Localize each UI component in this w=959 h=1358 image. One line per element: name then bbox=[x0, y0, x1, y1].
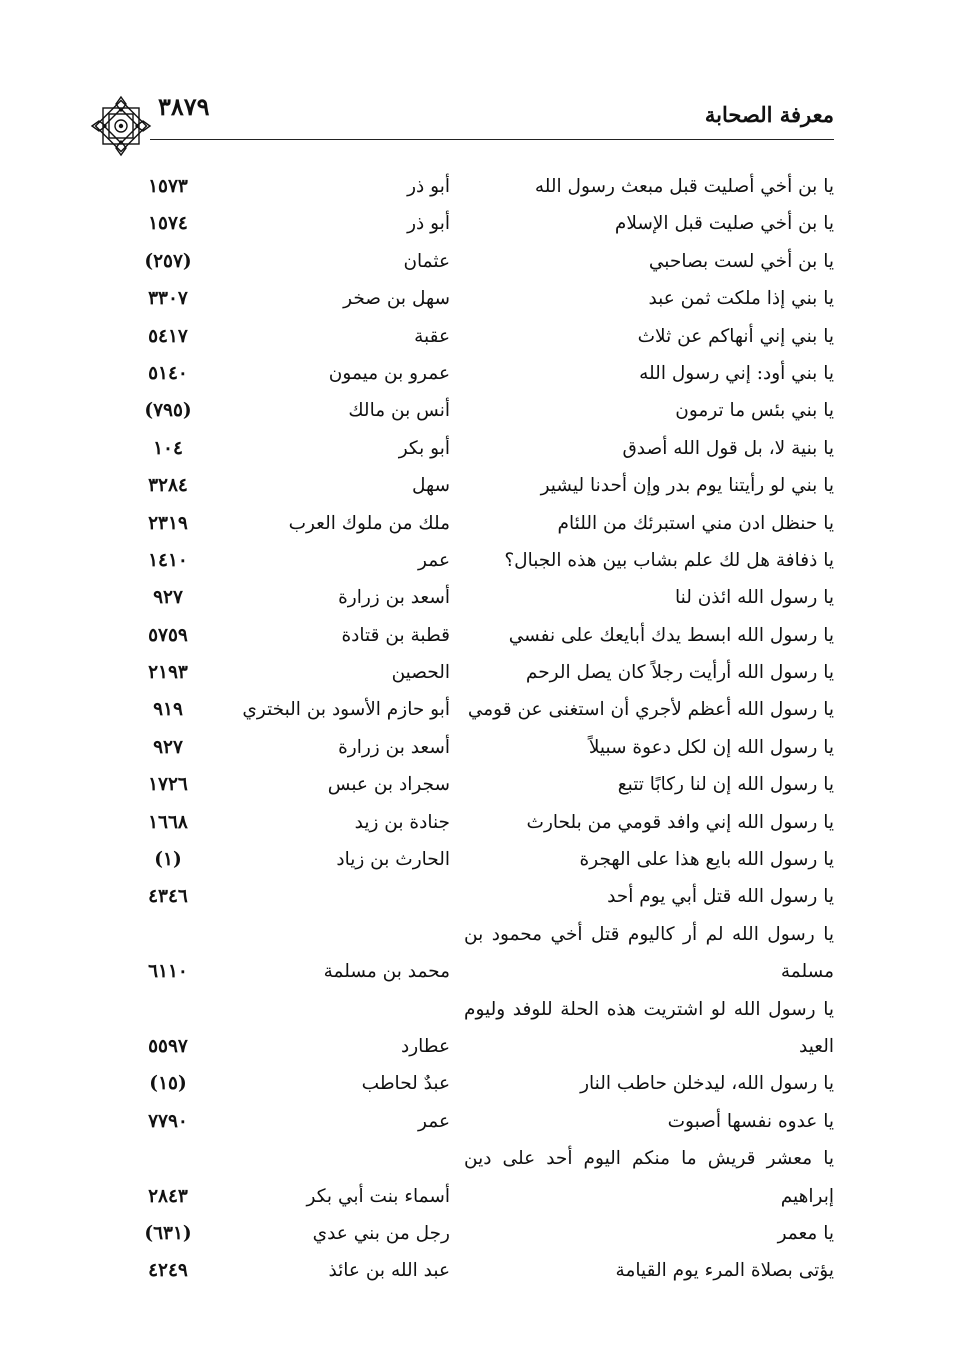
reference-number: ١٥٧٣ bbox=[148, 176, 188, 197]
reference-number: ١٤١٠ bbox=[148, 549, 188, 571]
hadith-phrase: يا رسول الله إن لكل دعوة سبيلاً bbox=[588, 736, 834, 758]
hadith-phrase: يا معشر قريش ما منكم اليوم أحد على دين إبراهيم bbox=[464, 1148, 834, 1207]
narrator-name: رجل من بني عدي bbox=[312, 1222, 450, 1244]
hadith-phrase: يا بني إني أنهاكم عن ثلاث bbox=[637, 325, 834, 347]
narrator-name: أسعد بن زرارة bbox=[338, 736, 450, 758]
hadith-phrase: يا رسول الله أرأيت رجلاً كان يصل الرحم bbox=[525, 662, 834, 684]
narrator-name: عبدٌ لحاطب bbox=[361, 1073, 450, 1095]
index-row bbox=[0, 617, 959, 654]
narrator-name: الحصين bbox=[391, 662, 450, 684]
hadith-phrase: يا رسول الله بايع هذا على الهجرة bbox=[579, 849, 834, 871]
reference-number: ٢٣١٩ bbox=[148, 512, 188, 534]
narrator-name: أنس بن مالك bbox=[348, 400, 450, 422]
index-row bbox=[0, 1140, 959, 1215]
reference-number: ٤٢٤٩ bbox=[148, 1260, 188, 1282]
reference-number: ١٠٤ bbox=[153, 437, 183, 459]
reference-number: ٥٧٥٩ bbox=[148, 624, 188, 646]
reference-number: ٩٢٧ bbox=[153, 587, 183, 609]
index-row bbox=[0, 205, 959, 242]
index-row bbox=[0, 878, 959, 915]
hadith-phrase: يا رسول الله ائذن لنا bbox=[674, 587, 834, 609]
reference-number: ٥٥٩٧ bbox=[148, 1036, 188, 1057]
reference-number: ٢١٩٣ bbox=[148, 662, 188, 684]
index-row bbox=[0, 243, 959, 280]
hadith-phrase: يا عدوه نفسها أصبوت bbox=[667, 1110, 834, 1132]
narrator-name: سهل bbox=[411, 475, 450, 497]
hadith-phrase: يا بني لو رأيتنا يوم بدر وإن أحدنا ليشير bbox=[540, 475, 834, 497]
index-row bbox=[0, 505, 959, 542]
narrator-name: ملك من ملوك العرب bbox=[288, 512, 450, 534]
hadith-phrase: يا بني إذا ملكت ثمن عبد bbox=[648, 288, 834, 310]
narrator-name: عمر bbox=[418, 1110, 450, 1132]
reference-number: ٩١٩ bbox=[153, 699, 183, 721]
reference-number: ٣٣٠٧ bbox=[148, 288, 188, 310]
index-row bbox=[0, 430, 959, 467]
reference-number: ٩٢٧ bbox=[153, 736, 183, 758]
narrator-name: أسماء بنت أبي بكر bbox=[306, 1185, 450, 1207]
hadith-phrase: يا بني بئس ما ترمون bbox=[675, 400, 834, 422]
hadith-phrase: يا ذفافة هل لك علم بشاب بين هذه الجبال؟ bbox=[504, 549, 834, 571]
index-row bbox=[0, 991, 959, 1066]
narrator-name: محمد بن مسلمة bbox=[323, 961, 450, 983]
reference-number: ٦١١٠ bbox=[148, 961, 188, 983]
hadith-phrase: يا رسول الله إني وافد قومي من بلحارث bbox=[526, 811, 834, 833]
octagram-ornament-icon bbox=[90, 95, 152, 157]
hadith-phrase: يا رسول الله قتل أبي يوم أحد bbox=[607, 886, 834, 908]
narrator-name: عثمان bbox=[403, 250, 450, 272]
index-row bbox=[0, 392, 959, 429]
index-table bbox=[0, 168, 959, 1290]
index-row bbox=[0, 804, 959, 841]
index-row bbox=[0, 729, 959, 766]
index-row bbox=[0, 654, 959, 691]
index-row bbox=[0, 542, 959, 579]
index-row bbox=[0, 355, 959, 392]
index-row bbox=[0, 1103, 959, 1140]
hadith-phrase: يا بنية لا، بل قول الله أصدق bbox=[622, 437, 834, 459]
narrator-name: سهل بن صخر bbox=[343, 288, 450, 310]
narrator-name: عمر bbox=[418, 549, 450, 571]
index-row bbox=[0, 1215, 959, 1252]
page-number: ٣٨٧٩ bbox=[158, 92, 210, 121]
narrator-name: جنادة بن زيد bbox=[354, 811, 450, 833]
hadith-phrase: يا بن أخي صليت قبل الإسلام bbox=[614, 213, 834, 235]
reference-number: ٥١٤٠ bbox=[148, 362, 188, 384]
hadith-phrase: يا بن أخي أصليت قبل مبعث رسول الله bbox=[534, 176, 834, 197]
reference-number: ١٧٢٦ bbox=[148, 774, 188, 796]
hadith-phrase: يا رسول الله، ليدخلن حاطب النار bbox=[580, 1073, 834, 1095]
hadith-phrase: يا معمر bbox=[777, 1222, 834, 1244]
narrator-name: أبو حازم الأسود بن البختري bbox=[242, 699, 450, 721]
narrator-name: سجراد بن عبس bbox=[327, 774, 450, 796]
index-row bbox=[0, 280, 959, 317]
narrator-name: قطبة بن قتادة bbox=[341, 624, 450, 646]
index-row bbox=[0, 766, 959, 803]
reference-number: (٦٣١) bbox=[144, 1222, 192, 1244]
narrator-name: عبد الله بن عائذ bbox=[328, 1260, 450, 1282]
hadith-phrase: يا رسول الله لو اشتريت هذه الحلة للوفد وليوم العيد bbox=[464, 998, 834, 1058]
narrator-name: عطارد bbox=[400, 1036, 450, 1057]
reference-number: ١٦٦٨ bbox=[148, 811, 188, 833]
index-row bbox=[0, 579, 959, 616]
index-row bbox=[0, 1252, 959, 1289]
narrator-name: أبو ذر bbox=[407, 213, 450, 235]
narrator-name: أبو ذر bbox=[407, 176, 450, 197]
reference-number: ٧٧٩٠ bbox=[148, 1110, 188, 1132]
reference-number: ١٥٧٤ bbox=[148, 213, 188, 235]
index-row bbox=[0, 1065, 959, 1102]
narrator-name: عمرو بن ميمون bbox=[328, 362, 450, 384]
index-row bbox=[0, 168, 959, 205]
page-title: معرفة الصحابة bbox=[704, 102, 834, 127]
hadith-phrase: يا بن أخي لست بصاحبي bbox=[648, 250, 834, 272]
hadith-phrase: يا رسول الله ابسط يدك أبايعك على نفسي bbox=[508, 624, 834, 646]
hadith-phrase: يا رسول الله لم أر كاليوم قتل أخي محمود بن مسلمة bbox=[464, 923, 834, 983]
narrator-name: الحارث بن زياد bbox=[336, 849, 450, 871]
index-row bbox=[0, 916, 959, 991]
hadith-phrase: يا رسول الله إن لنا ركابًا تتبع bbox=[617, 774, 834, 796]
index-row bbox=[0, 318, 959, 355]
index-row bbox=[0, 467, 959, 504]
reference-number: (١) bbox=[154, 849, 182, 871]
reference-number: (٧٩٥) bbox=[144, 400, 192, 422]
index-row bbox=[0, 841, 959, 878]
reference-number: (٢٥٧) bbox=[144, 250, 192, 272]
hadith-phrase: يا رسول الله أعظم لأجري أن استغنى عن قومي bbox=[467, 699, 834, 721]
reference-number: ٣٢٨٤ bbox=[148, 475, 188, 497]
narrator-name: أبو بكر bbox=[398, 437, 450, 459]
index-row bbox=[0, 691, 959, 728]
hadith-phrase: يا بني أود: إني رسول الله bbox=[639, 362, 834, 384]
header-divider bbox=[150, 139, 834, 140]
hadith-phrase: يا حنظل ادن مني استبرئك من اللئام bbox=[557, 512, 834, 534]
narrator-name: أسعد بن زرارة bbox=[338, 587, 450, 609]
reference-number: ٤٣٤٦ bbox=[148, 886, 188, 908]
hadith-phrase: يؤتى بصلاة المرء يوم القيامة bbox=[615, 1260, 834, 1282]
reference-number: ٢٨٤٣ bbox=[148, 1185, 188, 1207]
reference-number: ٥٤١٧ bbox=[148, 325, 188, 347]
narrator-name: عقبة bbox=[414, 325, 450, 347]
reference-number: (١٥) bbox=[149, 1073, 187, 1095]
